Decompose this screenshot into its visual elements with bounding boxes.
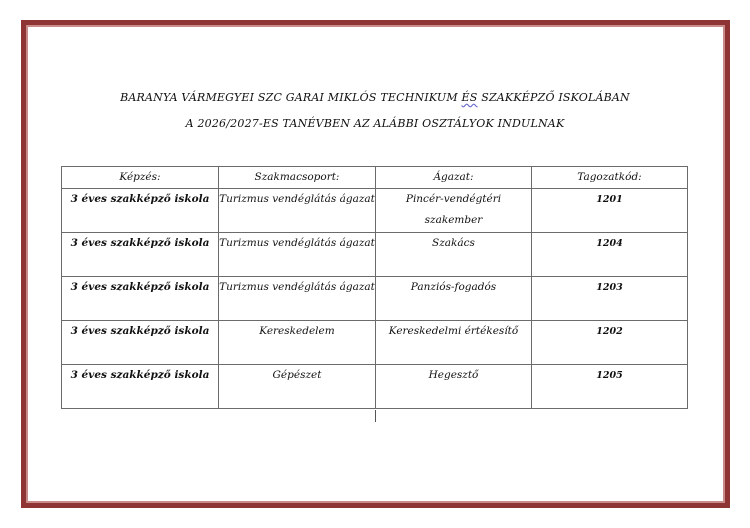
cell-szakmacsoport: Gépészet	[219, 365, 376, 409]
table-row	[62, 189, 688, 233]
cell-kepzes: 3 éves szakképző iskola	[62, 365, 219, 409]
document-title-line2: A 2026/2027-ES TANÉVBEN AZ ALÁBBI OSZTÁLYOK INDULNAK	[185, 117, 565, 130]
cell-kepzes: 3 éves szakképző iskola	[62, 277, 219, 321]
cell-szakmacsoport: Turizmus vendéglátás ágazat	[219, 233, 376, 277]
document-title-line1	[0, 91, 750, 104]
cell-kod: 1201	[532, 189, 688, 233]
cell-szakmacsoport: Turizmus vendéglátás ágazat	[219, 277, 376, 321]
cell-kepzes: 3 éves szakképző iskola	[62, 233, 219, 277]
title-line1-es-spellcheck: ÉS	[461, 91, 478, 104]
cell-kod: 1202	[532, 321, 688, 365]
table-row	[62, 277, 688, 321]
cell-agazat: Pincér-vendégtéri szakember	[376, 189, 532, 233]
cell-szakmacsoport: Kereskedelem	[219, 321, 376, 365]
cell-kepzes: 3 éves szakképző iskola	[62, 189, 219, 233]
cell-kod: 1205	[532, 365, 688, 409]
table-row	[62, 321, 688, 365]
cell-agazat: Hegesztő	[376, 365, 532, 409]
title-line1-pre: BARANYA VÁRMEGYEI SZC GARAI MIKLÓS TECHNIKUM	[120, 91, 462, 104]
header-tagozatkod: Tagozatkód:	[532, 167, 688, 189]
cell-agazat: Panziós-fogadós	[376, 277, 532, 321]
table-header-row	[62, 167, 688, 189]
title-line1-post: SZAKKÉPZŐ ISKOLÁBAN	[477, 91, 630, 104]
header-szakmacsoport: Szakmacsoport:	[219, 167, 376, 189]
cell-kepzes: 3 éves szakképző iskola	[62, 321, 219, 365]
text-cursor	[375, 410, 376, 422]
table-row	[62, 365, 688, 409]
table-row	[62, 233, 688, 277]
header-kepzes: Képzés:	[62, 167, 219, 189]
cell-szakmacsoport: Turizmus vendéglátás ágazat	[219, 189, 376, 233]
cell-kod: 1203	[532, 277, 688, 321]
cell-agazat: Szakács	[376, 233, 532, 277]
header-agazat: Ágazat:	[376, 167, 532, 189]
cell-kod: 1204	[532, 233, 688, 277]
cell-agazat: Kereskedelmi értékesítő	[376, 321, 532, 365]
classes-table	[61, 166, 688, 409]
